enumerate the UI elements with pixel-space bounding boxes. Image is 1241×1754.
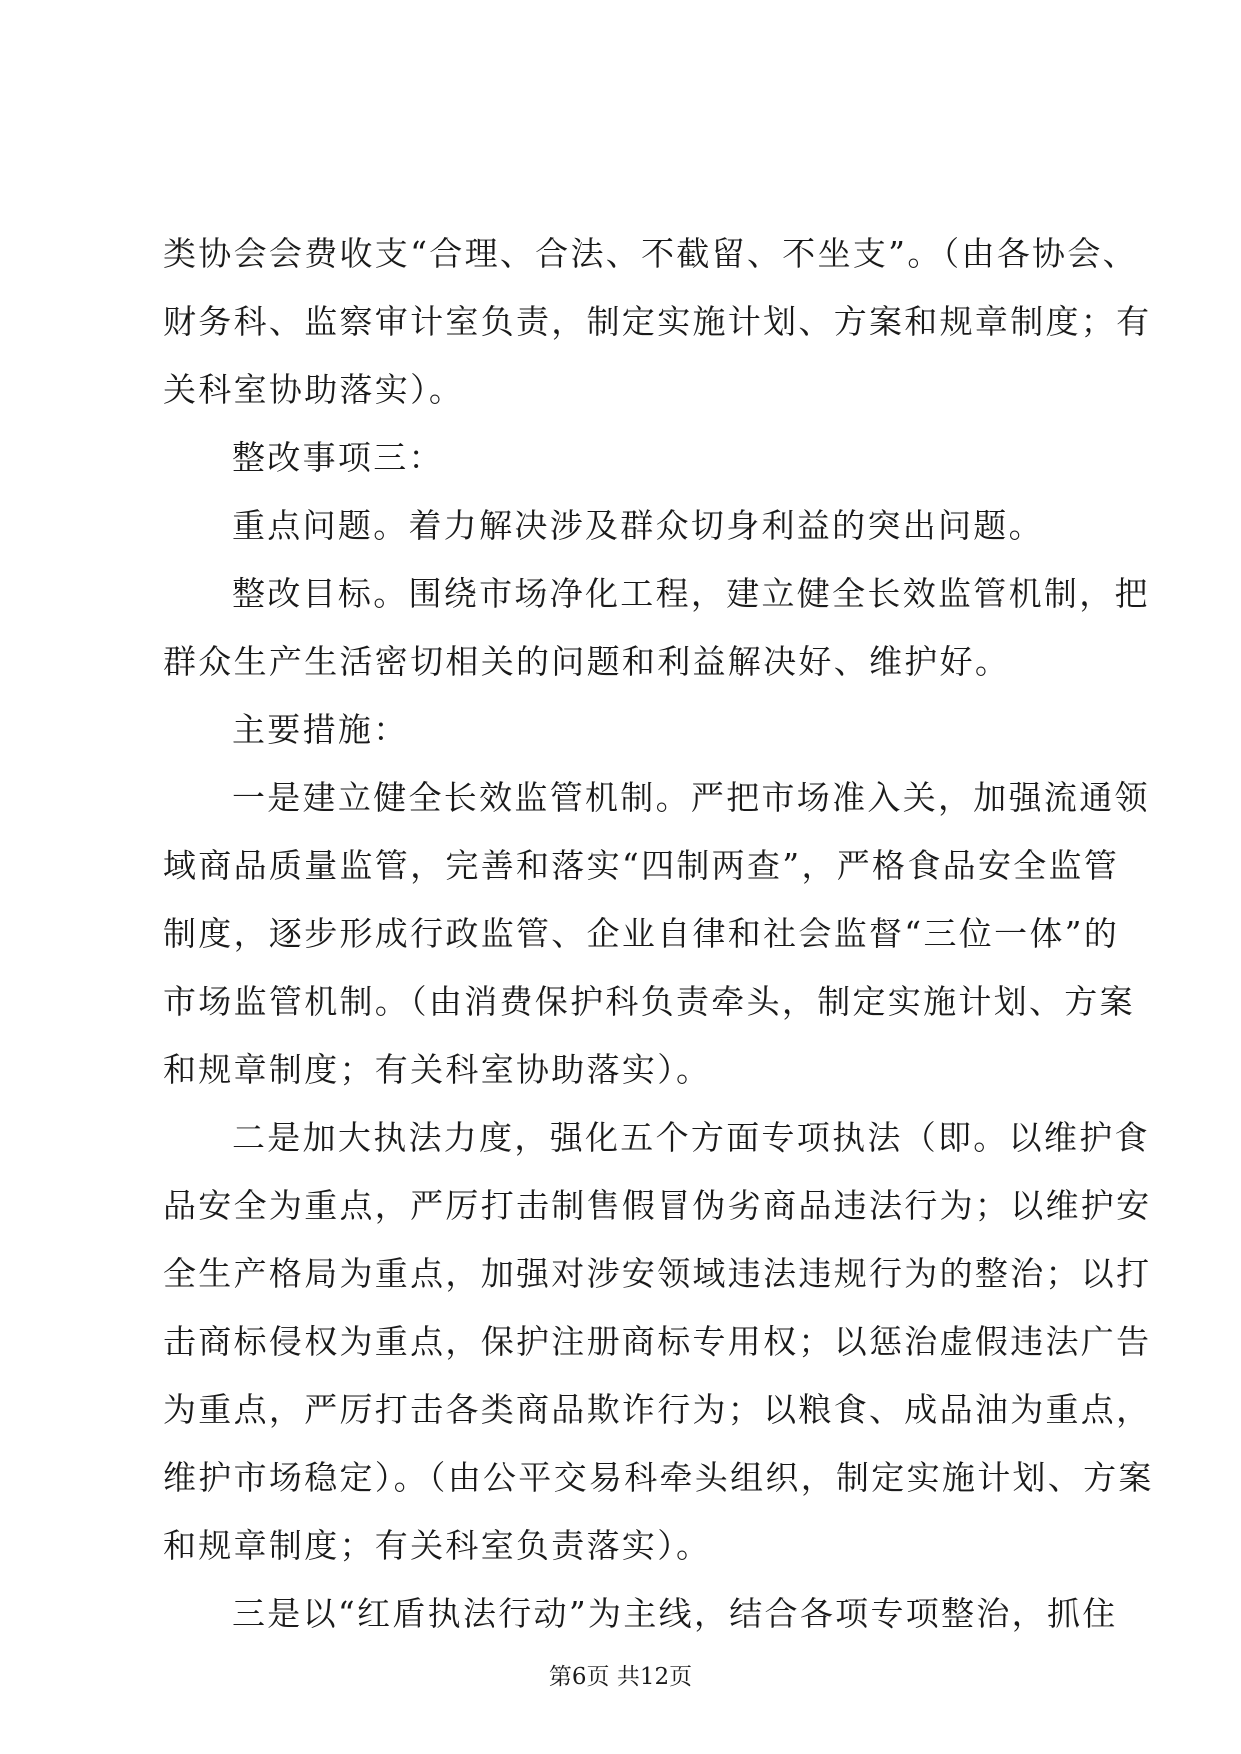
text-line: 全生产格局为重点，加强对涉安领域违法违规行为的整治；以打 xyxy=(163,1254,1152,1293)
text-line: 市场监管机制。（由消费保护科负责牵头，制定实施计划、方案 xyxy=(163,982,1135,1021)
text-line: 击商标侵权为重点，保护注册商标专用权；以惩治虚假违法广告 xyxy=(163,1322,1152,1361)
text-line: 维护市场稳定）。（由公平交易科牵头组织，制定实施计划、方案 xyxy=(163,1458,1154,1497)
section-heading: 主要措施： xyxy=(232,710,409,749)
text-line: 二是加大执法力度，强化五个方面专项执法（即。以维护食 xyxy=(232,1118,1150,1157)
text-line: 财务科、监察审计室负责，制定实施计划、方案和规章制度；有 xyxy=(163,302,1152,341)
section-heading: 整改事项三： xyxy=(232,438,444,477)
text-line: 品安全为重点，严厉打击制售假冒伪劣商品违法行为；以维护安 xyxy=(163,1186,1152,1225)
text-line: 类协会会费收支“合理、合法、不截留、不坐支”。（由各协会、 xyxy=(163,234,1138,273)
text-line: 域商品质量监管，完善和落实“四制两查”，严格食品安全监管 xyxy=(163,846,1120,885)
text-line: 群众生产生活密切相关的问题和利益解决好、维护好。 xyxy=(163,642,1011,681)
text-line: 为重点，严厉打击各类商品欺诈行为；以粮食、成品油为重点， xyxy=(163,1390,1152,1429)
text-line: 三是以“红盾执法行动”为主线，结合各项专项整治，抓住 xyxy=(232,1594,1118,1633)
text-line: 和规章制度；有关科室协助落实）。 xyxy=(163,1050,712,1089)
page-number-footer: 第6页 共12页 xyxy=(548,1664,693,1690)
text-line: 和规章制度；有关科室负责落实）。 xyxy=(163,1526,712,1565)
text-line: 制度，逐步形成行政监管、企业自律和社会监督“三位一体”的 xyxy=(163,914,1120,953)
text-line: 一是建立健全长效监管机制。严把市场准入关，加强流通领 xyxy=(232,778,1150,817)
text-line: 关科室协助落实）。 xyxy=(163,370,465,409)
text-line: 重点问题。着力解决涉及群众切身利益的突出问题。 xyxy=(232,506,1044,545)
text-line: 整改目标。围绕市场净化工程，建立健全长效监管机制，把 xyxy=(232,574,1150,613)
